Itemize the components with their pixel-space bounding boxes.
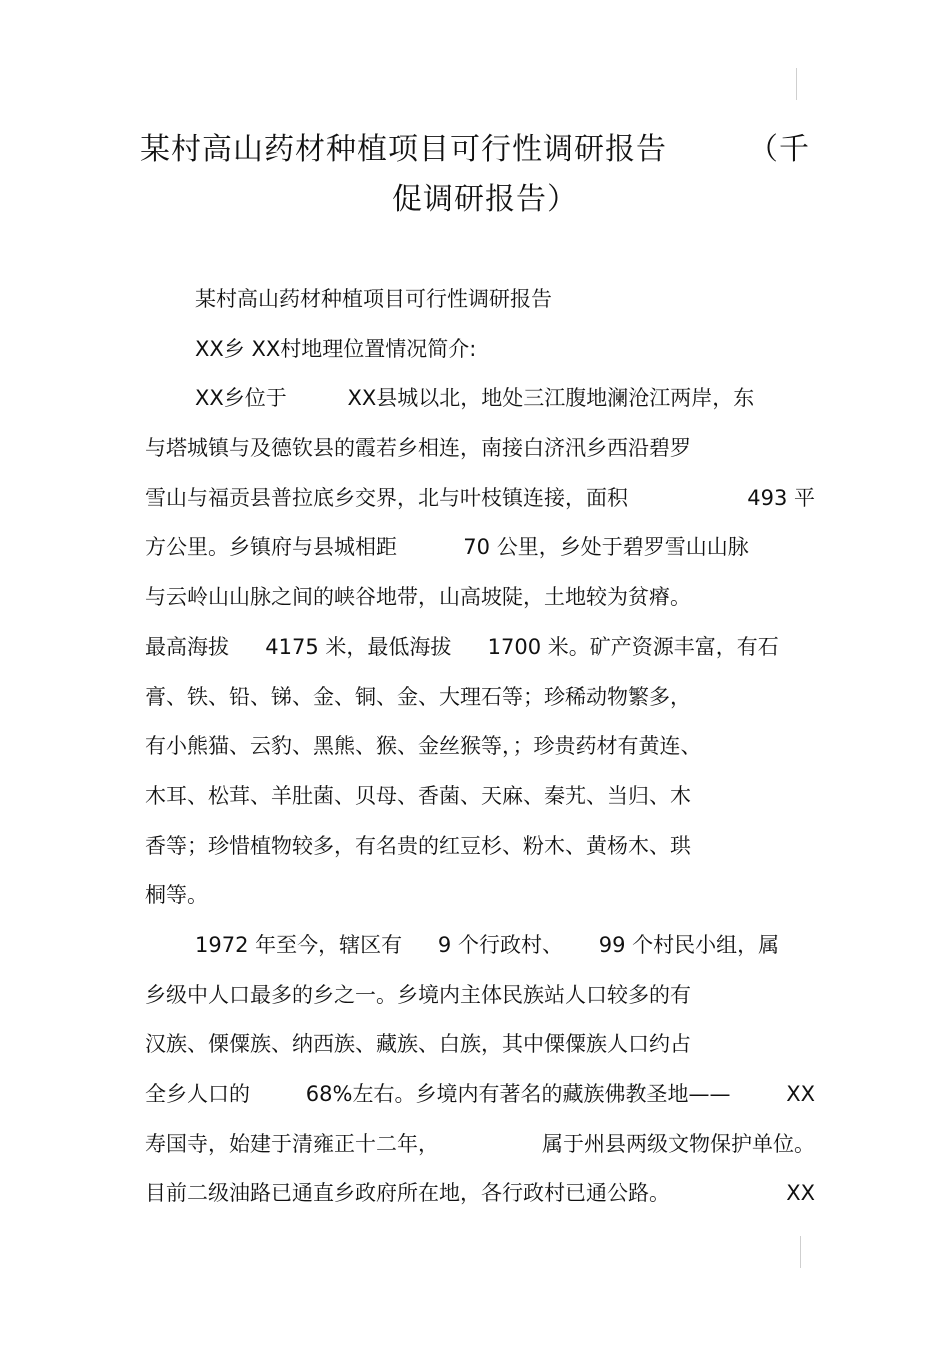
text-line [145,722,815,772]
document-title [140,125,810,225]
text-line [145,424,815,474]
text-segment: 香等；珍惜植物较多，有名贵的红豆杉、粉木、黄杨木、珙 [145,833,691,858]
text-segment: 雪山与福贡县普拉底乡交界，北与叶枝镇连接，面积 [145,485,628,510]
text-segment: 1700 米。矿产资源丰富，有石 [487,634,779,659]
text-line [145,822,815,872]
text-segment: XX县城以北，地处三江腹地澜沧江两岸，东 [347,386,755,411]
text-line [145,275,815,325]
text-segment: 与云岭山山脉之间的峡谷地带，山高坡陡，土地较为贫瘠。 [145,585,691,610]
text-segment: 68%左右。乡境内有著名的藏族佛教圣地—— [305,1082,731,1106]
text-segment: XX [786,1181,815,1206]
text-segment: 1972 年至今，辖区有 [195,932,403,957]
text-segment: 桐等。 [145,883,208,908]
text-line [145,374,815,424]
text-line [145,1070,815,1120]
document-body [145,275,815,1219]
text-line [145,623,815,673]
text-segment: XX [786,1082,815,1106]
title-main: 某村高山药材种植项目可行性调研报告 [140,132,667,167]
text-line [145,921,815,971]
text-segment: 膏、铁、铅、锑、金、铜、金、大理石等；珍稀动物繁多， [145,684,691,709]
text-segment: 最高海拔 [145,634,229,659]
text-segment: 寿国寺，始建于清雍正十二年， [145,1131,439,1156]
text-segment: 4175 米，最低海拔 [265,634,452,659]
text-segment: XX乡位于 [195,386,287,411]
title-line-1 [140,125,810,175]
text-segment: 与塔城镇与及德钦县的霞若乡相连，南接白济汛乡西沿碧罗 [145,436,691,461]
text-segment: 某村高山药材种植项目可行性调研报告 [195,287,552,311]
text-line [145,871,815,921]
page-corner-mark-bottom [800,1236,801,1268]
text-line [145,573,815,623]
text-line [145,1120,815,1170]
text-segment: XX乡 XX村地理位置情况简介: [195,336,477,361]
text-segment: 全乡人口的 [145,1082,250,1106]
text-segment: 乡级中人口最多的乡之一。乡境内主体民族站人口较多的有 [145,982,691,1007]
text-line [145,523,815,573]
text-segment: 汉族、傈僳族、纳西族、藏族、白族，其中傈僳族人口约占 [145,1032,691,1057]
text-line [145,971,815,1021]
text-segment: 9 个行政村、 [437,932,563,957]
text-segment: 493 平 [747,485,815,510]
text-segment: 70 公里，乡处于碧罗雪山山脉 [463,535,749,560]
text-segment: 方公里。乡镇府与县城相距 [145,535,397,560]
text-line [145,1169,815,1219]
text-line [145,325,815,375]
text-line [145,1020,815,1070]
text-line [145,673,815,723]
text-segment: 99 个村民小组，属 [598,932,780,957]
title-paren: （千 [748,132,810,167]
text-line [145,772,815,822]
title-line-2 [140,175,810,225]
text-segment: 目前二级油路已通直乡政府所在地，各行政村已通公路。 [145,1181,670,1206]
text-segment: 属于州县两级文物保护单位。 [542,1131,815,1156]
page-corner-mark-top [796,68,797,100]
text-segment: 有小熊猫、云豹、黑熊、猴、金丝猴等，；珍贵药材有黄连、 [145,734,702,759]
text-segment: 木耳、松茸、羊肚菌、贝母、香菌、天麻、秦艽、当归、木 [145,783,691,808]
title-continuation: 促调研报告） [392,182,578,217]
text-line [145,474,815,524]
